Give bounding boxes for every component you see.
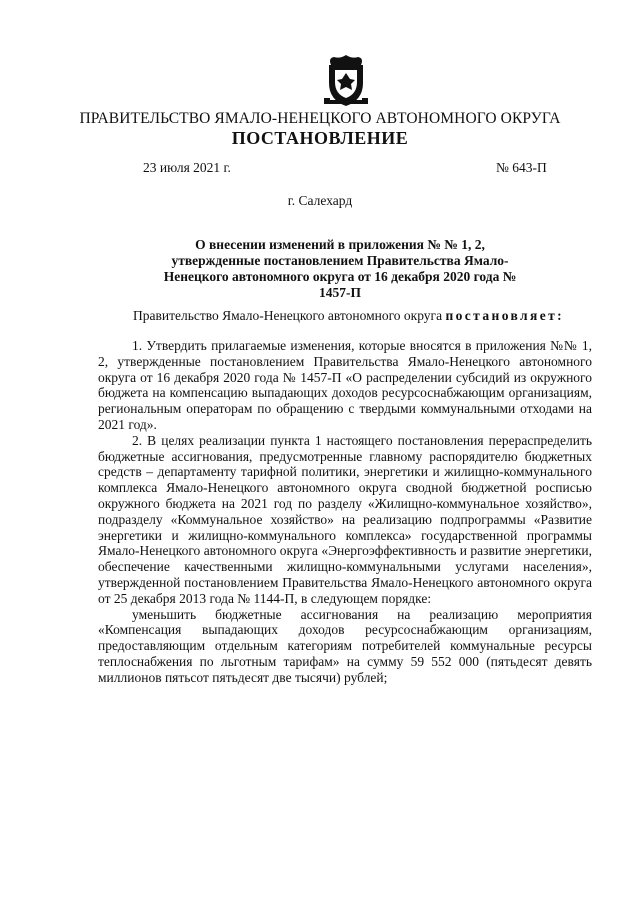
intro-line xyxy=(133,308,564,324)
document-date: 23 июля 2021 г. xyxy=(143,160,231,175)
paragraph-3: уменьшить бюджетные ассигнования на реализацию мероприятия «Компенсация выпадающих доходов ресурсоснабжающим организациям, предоставляющим отдельным категориям потребителей коммунальные ресурсы теплоснабжения по льготным тарифам» на сумму 59 552 000 (пятьдесят девять миллионов пятьсот пятьдесят две тысячи) рублей; xyxy=(98,606,592,685)
document-body xyxy=(98,338,592,686)
document-number: № 643-П xyxy=(496,160,547,175)
coat-of-arms-icon xyxy=(322,54,370,110)
document-title: О внесении изменений в приложения № № 1, 2, утвержденные постановлением Правительства Ямало-Ненецкого автономного округа от 16 декабря 2020 года № 1457-П xyxy=(163,237,517,300)
document-city: г. Салехард xyxy=(287,193,353,208)
intro-text: Правительство Ямало-Ненецкого автономного округа xyxy=(133,308,443,323)
document-type: ПОСТАНОВЛЕНИЕ xyxy=(231,128,409,148)
intro-decree-word: постановляет: xyxy=(445,308,565,323)
paragraph-2: 2. В целях реализации пункта 1 настоящего постановления перераспределить бюджетные ассигнования, предусмотренные главному распорядителю бюджетных средств – департаменту тарифной политики, энергетики и жилищно-коммунального комплекса Ямало-Ненецкого автономного округа сводной бюджетной росписью окружного бюджета на 2021 год по разделу «Жилищно-коммунальное хозяйство», подразделу «Коммунальное хозяйство» на реализацию подпрограммы «Развитие энергетики и жилищно-коммунального комплекса» государственной программы Ямало-Ненецкого автономного округа «Энергоэффективность и развитие энергетики, обеспечение качественными жилищно-коммунальными услугами населения», утвержденной постановлением Правительства Ямало-Ненецкого автономного округа от 25 декабря 2013 года № 1144-П, в следующем порядке: xyxy=(98,432,592,606)
government-name: ПРАВИТЕЛЬСТВО ЯМАЛО-НЕНЕЦКОГО АВТОНОМНОГО ОКРУГА xyxy=(79,110,561,127)
paragraph-1: 1. Утвердить прилагаемые изменения, которые вносятся в приложения №№ 1, 2, утвержденные постановлением Правительства Ямало-Ненецкого автономного округа от 16 декабря 2020 года № 1457-П «О распределении субсидий из окружного бюджета на компенсацию выпадающих доходов ресурсоснабжающим организациям, региональным операторам по обращению с твердыми коммунальными отходами на 2021 год». xyxy=(98,338,592,432)
